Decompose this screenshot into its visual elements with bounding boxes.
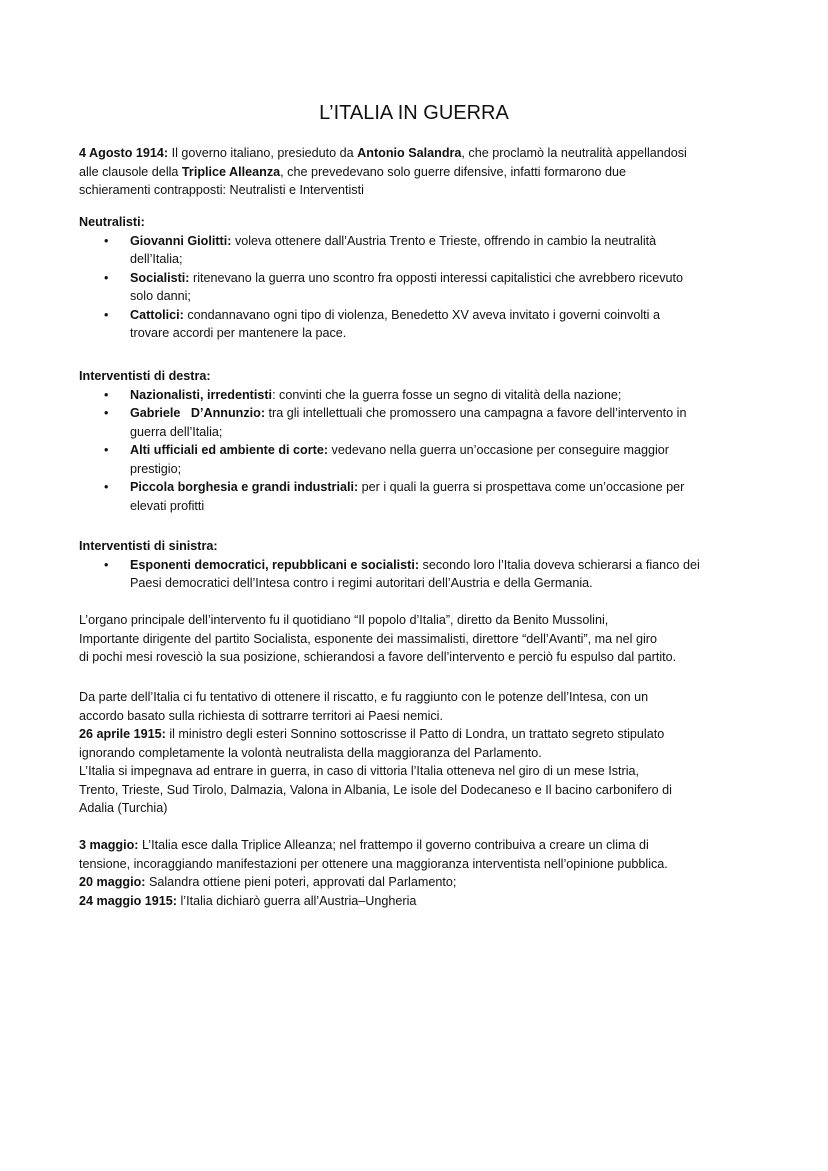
text: L’Italia esce dalla Triplice Alleanza; nel frattempo il governo contribuiva a creare un clima di	[138, 838, 649, 852]
bold-text: Gabriele D’Annunzio:	[130, 406, 266, 420]
text-line	[79, 762, 672, 781]
text-line	[79, 707, 672, 726]
list-item	[79, 441, 686, 460]
text: Da parte dell’Italia ci fu tentativo di ottenere il riscatto, e fu raggiunto con le potenze dell’Intesa, con un	[79, 690, 649, 704]
paragraph	[79, 537, 700, 593]
bold-text: 20 maggio:	[79, 875, 146, 889]
text-line	[79, 497, 686, 516]
list-item	[79, 269, 683, 288]
text: schieramenti contrapposti: Neutralisti e Interventisti	[79, 183, 364, 197]
bold-text: Esponenti democratici, repubblicani e socialisti:	[130, 557, 420, 572]
text-line	[79, 460, 686, 479]
text: Trento, Trieste, Sud Tirolo, Dalmazia, Valona in Albania, Le isole del Dodecaneso e Il bacino carbonifero di	[79, 782, 672, 797]
paragraph	[79, 611, 676, 667]
paragraph	[79, 836, 668, 910]
text-line	[79, 144, 687, 163]
bold-text: Socialisti:	[130, 270, 190, 285]
bold-text: Interventisti di sinistra:	[79, 539, 218, 553]
text: solo danni;	[130, 289, 191, 303]
paragraph	[79, 367, 686, 515]
text-line	[79, 213, 683, 232]
paragraph	[79, 213, 683, 343]
bold-text: Alti ufficiali ed ambiente di corte:	[130, 443, 329, 457]
bullet-icon: •	[104, 233, 109, 248]
text: Il governo italiano, presieduto da	[168, 146, 358, 160]
text-line	[79, 287, 683, 306]
text: , che proclamò la neutralità appellandosi	[461, 146, 687, 160]
text: accordo basato sulla richiesta di sottrarre territori ai Paesi nemici.	[79, 708, 443, 723]
bold-text: Cattolici:	[130, 307, 184, 322]
text-line	[79, 744, 672, 763]
text-line	[79, 873, 668, 892]
paragraph	[79, 144, 687, 200]
text: dell’Italia;	[130, 252, 183, 266]
text: vedevano nella guerra un’occasione per conseguire maggior	[328, 443, 669, 457]
bullet-icon: •	[104, 270, 109, 285]
text: tra gli intellettuali che promossero una campagna a favore dell’intervento in	[265, 406, 687, 420]
list-item	[79, 404, 686, 423]
bold-text: 3 maggio:	[79, 838, 139, 852]
bold-text: 4 Agosto 1914:	[79, 146, 169, 160]
list-item	[79, 386, 686, 405]
bold-text: Neutralisti:	[79, 215, 145, 229]
text-line	[79, 781, 672, 800]
text-line	[79, 163, 687, 182]
text: di pochi mesi rovesciò la sua posizione, schierandosi a favore dell’intervento e perciò fu espulso dal partito.	[79, 650, 677, 664]
bold-text: Giovanni Giolitti:	[130, 233, 232, 248]
text-line	[79, 799, 672, 818]
bullet-icon: •	[104, 406, 109, 420]
text: L’Italia si impegnava ad entrare in guerra, in caso di vittoria l’Italia otteneva nel giro di un mese Istria,	[79, 764, 640, 778]
text-line	[79, 892, 668, 911]
text-line	[79, 611, 676, 630]
bullet-icon: •	[104, 480, 109, 494]
text: guerra dell’Italia;	[130, 424, 223, 439]
bullet-icon: •	[104, 387, 109, 402]
text-line	[79, 688, 672, 707]
text-line	[79, 725, 672, 744]
text: Paesi democratici dell’Intesa contro i regimi autoritari dell’Austria e della Germania.	[130, 576, 593, 590]
text: condannavano ogni tipo di violenza, Benedetto XV aveva invitato i governi coinvolti a	[183, 307, 660, 322]
text-line	[79, 423, 686, 442]
text: elevati profitti	[130, 498, 205, 513]
paragraph	[79, 688, 672, 818]
text: prestigio;	[130, 461, 182, 476]
list-item	[79, 556, 700, 575]
text: L’organo principale dell’intervento fu il quotidiano “Il popolo d’Italia”, diretto da Benito Mussolini,	[79, 613, 609, 627]
text: il ministro degli esteri Sonnino sottoscrisse il Patto di Londra, un trattato segreto stipulato	[165, 727, 665, 741]
text-line	[79, 630, 676, 649]
text: ignorando completamente la volontà neutralista della maggioranza del Parlamento.	[79, 745, 542, 760]
text: tensione, incoraggiando manifestazioni per ottenere una maggioranza interventista nell’opinione pubblica.	[79, 856, 668, 871]
text: secondo loro l’Italia doveva schierarsi a fianco dei	[419, 557, 700, 572]
bold-text: 24 maggio 1915:	[79, 893, 177, 908]
list-item	[79, 478, 686, 497]
text-line	[79, 836, 668, 855]
list-item	[79, 232, 683, 251]
text: Adalia (Turchia)	[79, 801, 168, 815]
bullet-icon: •	[104, 557, 109, 572]
text-line	[79, 537, 700, 556]
page-title: L’ITALIA IN GUERRA	[319, 102, 509, 124]
text: ritenevano la guerra uno scontro fra opposti interessi capitalistici che avrebbero ricevuto	[189, 270, 684, 285]
bold-text: 26 aprile 1915:	[79, 727, 166, 741]
text: trovare accordi per mantenere la pace.	[130, 326, 347, 340]
text: l’Italia dichiarò guerra all’Austria–Ungheria	[177, 893, 417, 908]
bold-text: Nazionalisti, irredentisti	[130, 387, 273, 402]
text: : convinti che la guerra fosse un segno di vitalità della nazione;	[272, 387, 622, 402]
text: , che prevedevano solo guerre difensive, infatti formarono due	[280, 164, 626, 179]
text-line	[79, 181, 687, 200]
text: Salandra ottiene pieni poteri, approvati dal Parlamento;	[145, 875, 457, 889]
text-line	[79, 367, 686, 386]
text-line	[79, 324, 683, 343]
bullet-icon: •	[104, 307, 109, 322]
text: alle clausole della	[79, 164, 182, 179]
text-line	[79, 574, 700, 593]
text: per i quali la guerra si prospettava come un’occasione per	[358, 480, 685, 494]
bullet-icon: •	[104, 443, 109, 457]
text-line	[79, 250, 683, 269]
bold-text: Antonio Salandra	[357, 146, 462, 160]
text: Importante dirigente del partito Socialista, esponente dei massimalisti, direttore “dell’Avanti”, ma nel giro	[79, 631, 657, 646]
text-line	[79, 855, 668, 874]
bold-text: Piccola borghesia e grandi industriali:	[130, 480, 359, 494]
text: voleva ottenere dall’Austria Trento e Trieste, offrendo in cambio la neutralità	[231, 233, 657, 248]
text-line	[79, 648, 676, 667]
list-item	[79, 306, 683, 325]
bold-text: Triplice Alleanza	[181, 164, 281, 179]
bold-text: Interventisti di destra:	[79, 369, 211, 383]
